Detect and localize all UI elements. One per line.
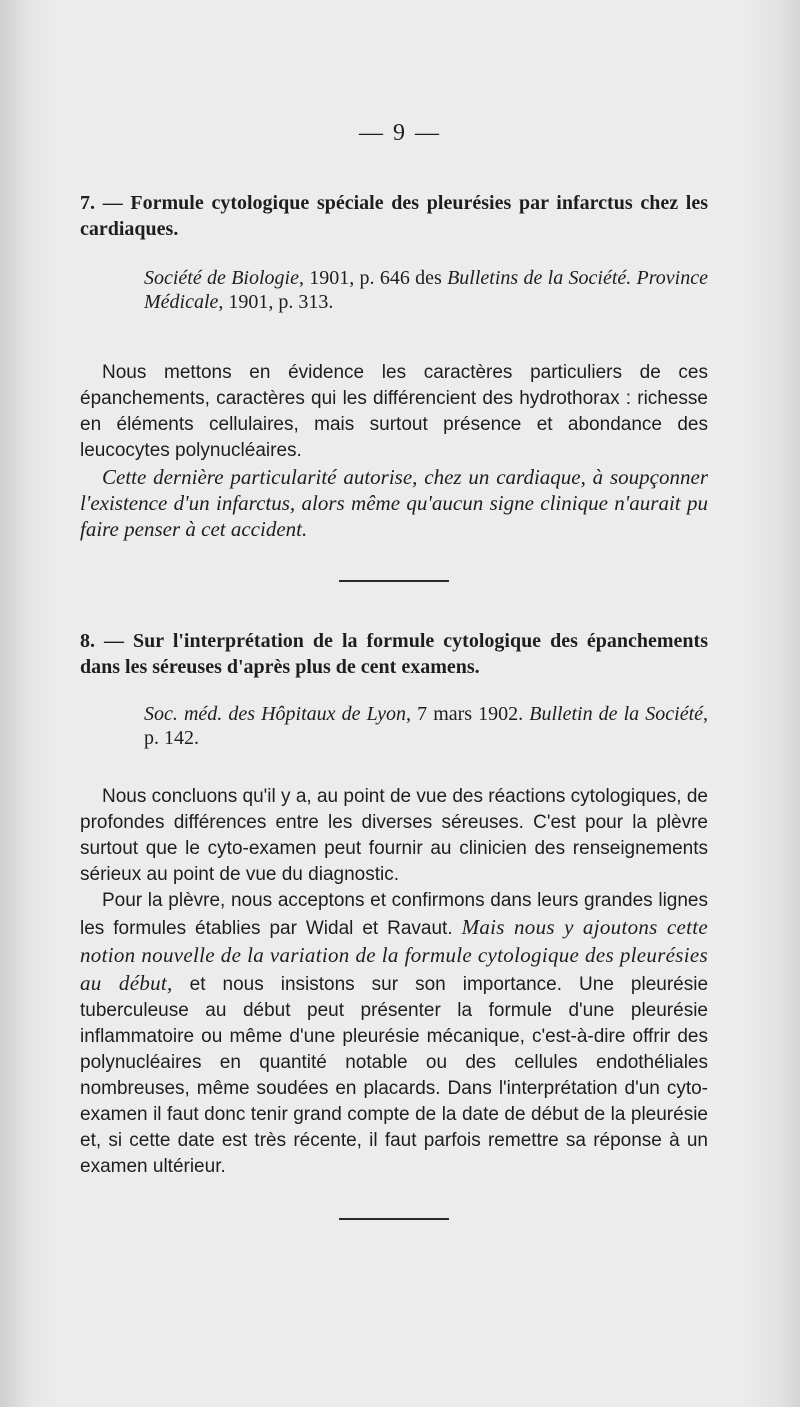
section-7-heading: 7. — Formule cytologique spéciale des pleurésies par infarctus chez les cardiaques. bbox=[80, 192, 708, 240]
ref-7-part2: , 1901, p. 646 des bbox=[298, 267, 448, 289]
ref-8-part2: , 7 mars 1902. bbox=[406, 703, 530, 725]
section-7-reference bbox=[80, 266, 708, 314]
section-8-reference bbox=[80, 702, 708, 750]
section-8-paragraph-2 bbox=[80, 888, 708, 1180]
ref-7-part4: , 1901, p. 313. bbox=[218, 291, 334, 313]
page-number: — 9 — bbox=[359, 120, 441, 146]
ref-7-part3: Bulletins de la Société. Province Médicale bbox=[144, 267, 708, 313]
section-7-paragraph: Nous mettons en évidence les caractères particuliers de ces épanchements, caractères qui les différencient des hydrothorax : richesse en éléments cellulaires, mais surtout présence et abondance des leucocytes polynucléaires. bbox=[80, 362, 708, 461]
ref-8-part4: , p. 142. bbox=[144, 703, 709, 749]
ref-8-part3: Bulletin de la Société bbox=[529, 703, 704, 725]
para2-end: et nous insistons sur son importance. Une pleurésie tuberculeuse au début peut présenter la formule d'une pleurésie inflammatoire ou même d'une pleurésie mécanique, c'est-à-dire offrir des polynucléaires en quantité notable ou des cellules endothéliales nombreuses, même soudées en placards. Dans l'interprétation d'un cyto-examen il faut donc tenir grand compte de la date de début de la pleurésie et, si cette date est très récente, il faut parfois remettre sa réponse à un examen ultérieur. bbox=[80, 974, 709, 1177]
ref-7-part1: Société de Biologie bbox=[144, 267, 299, 289]
page-content bbox=[80, 190, 708, 1220]
para2-start: Pour la plèvre, nous acceptons et confirmons dans leurs grandes lignes les formules établies par Widal et Ravaut. bbox=[80, 890, 708, 939]
section-7-italic-paragraph: Cette dernière particularité autorise, chez un cardiaque, à soupçonner l'existence d'un infarctus, alors même qu'aucun signe clinique n'aurait pu faire penser à cet accident. bbox=[80, 465, 708, 541]
ref-8-part1: Soc. méd. des Hôpitaux de Lyon bbox=[144, 703, 407, 725]
para2-italic: Mais nous y ajoutons cette notion nouvelle de la variation de la formule cytologique des pleurésies au début, bbox=[80, 915, 708, 995]
end-divider bbox=[339, 1218, 449, 1220]
section-8-paragraph-1: Nous concluons qu'il y a, au point de vue des réactions cytologiques, de profondes différences entre les diverses séreuses. C'est pour la plèvre surtout que le cyto-examen peut fournir au clinicien des renseignements sérieux au point de vue du diagnostic. bbox=[80, 786, 708, 885]
section-8-heading: 8. — Sur l'interprétation de la formule cytologique des épanchements dans les séreuses d'après plus de cent examens. bbox=[80, 630, 708, 678]
